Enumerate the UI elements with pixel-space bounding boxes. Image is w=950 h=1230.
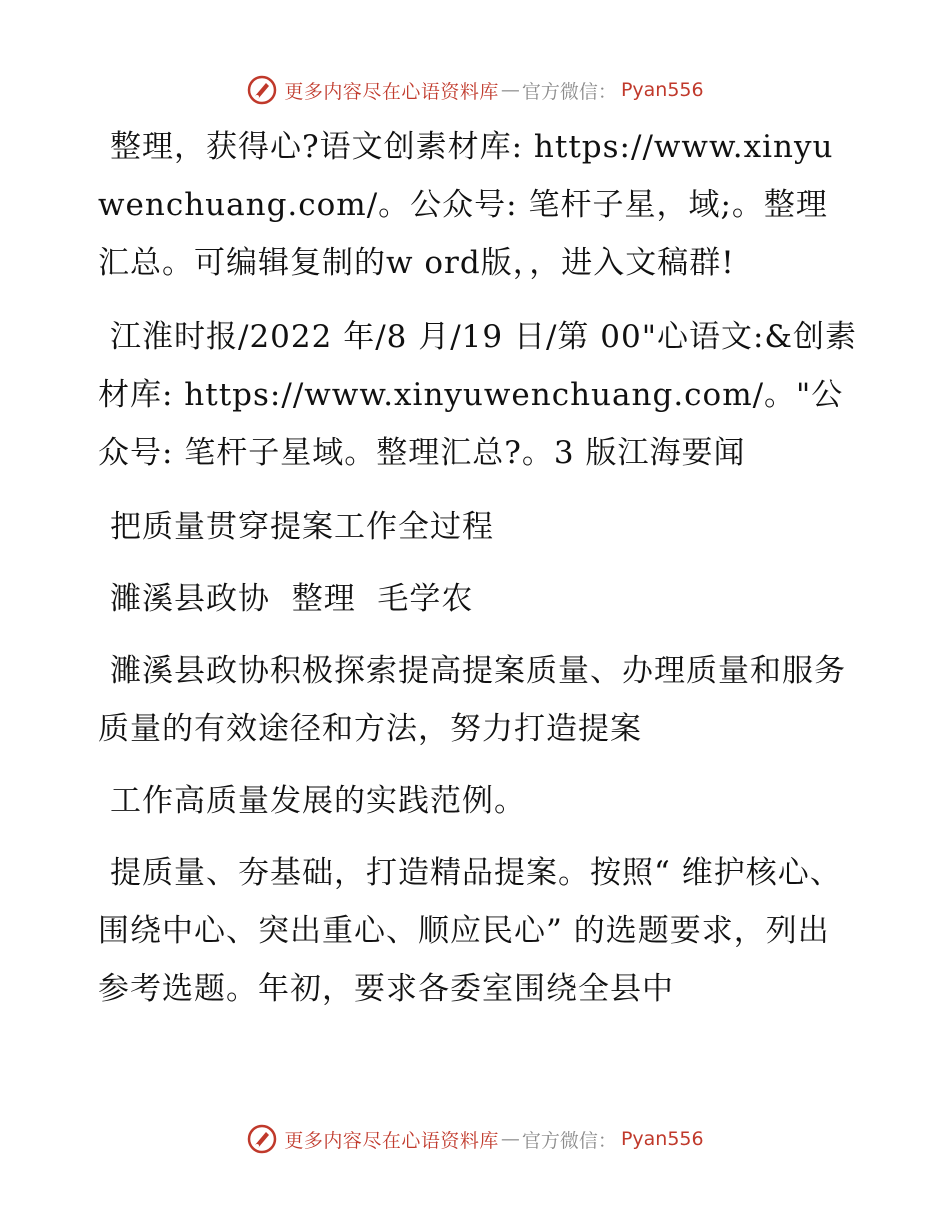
paragraph-intro: 整理，获得心?语文创素材库: https://www.xinyuwenchuang.com/。公众号: 笔杆子星，域;。整理汇总。可编辑复制的w ord版，，进入文稿群! (98, 129, 834, 281)
footer-watermark-banner (0, 1119, 950, 1159)
paragraph-body-2: 工作高质量发展的实践范例。 (110, 783, 526, 819)
article-byline: 濉溪县政协 整理 毛学农 (110, 581, 474, 617)
banner-wechat-id: Pyan556 (620, 1128, 704, 1150)
paragraph-source: 江淮时报/2022 年/8 月/19 日/第 00"心语文:&创素材库: https://www.xinyuwenchuang.com/。"公众号: 笔杆子星域。整理汇总?。3 版江海要闻 (98, 319, 857, 471)
banner-wechat-label: 官方微信： (521, 1129, 617, 1152)
article-title: 把质量贯穿提案工作全过程 (110, 509, 494, 545)
document-body (98, 118, 858, 1034)
banner-separator: — (500, 79, 520, 101)
header-watermark-banner (0, 70, 950, 110)
banner-wechat-id: Pyan556 (620, 79, 704, 101)
pen-circle-logo-icon (246, 74, 278, 106)
banner-main-text: 更多内容尽在心语资料库 (284, 1129, 499, 1152)
banner-main-text: 更多内容尽在心语资料库 (284, 80, 499, 103)
pen-circle-logo-icon (246, 1123, 278, 1155)
banner-separator: — (500, 1128, 520, 1150)
paragraph-body-3: 提质量、夯基础，打造精品提案。按照“ 维护核心、围绕中心、突出重心、顺应民心” 的选题要求，列出参考选题。年初，要求各委室围绕全县中 (98, 855, 842, 1007)
paragraph-body-1: 濉溪县政协积极探索提高提案质量、办理质量和服务质量的有效途径和方法，努力打造提案 (98, 653, 846, 747)
banner-wechat-label: 官方微信： (521, 80, 617, 103)
